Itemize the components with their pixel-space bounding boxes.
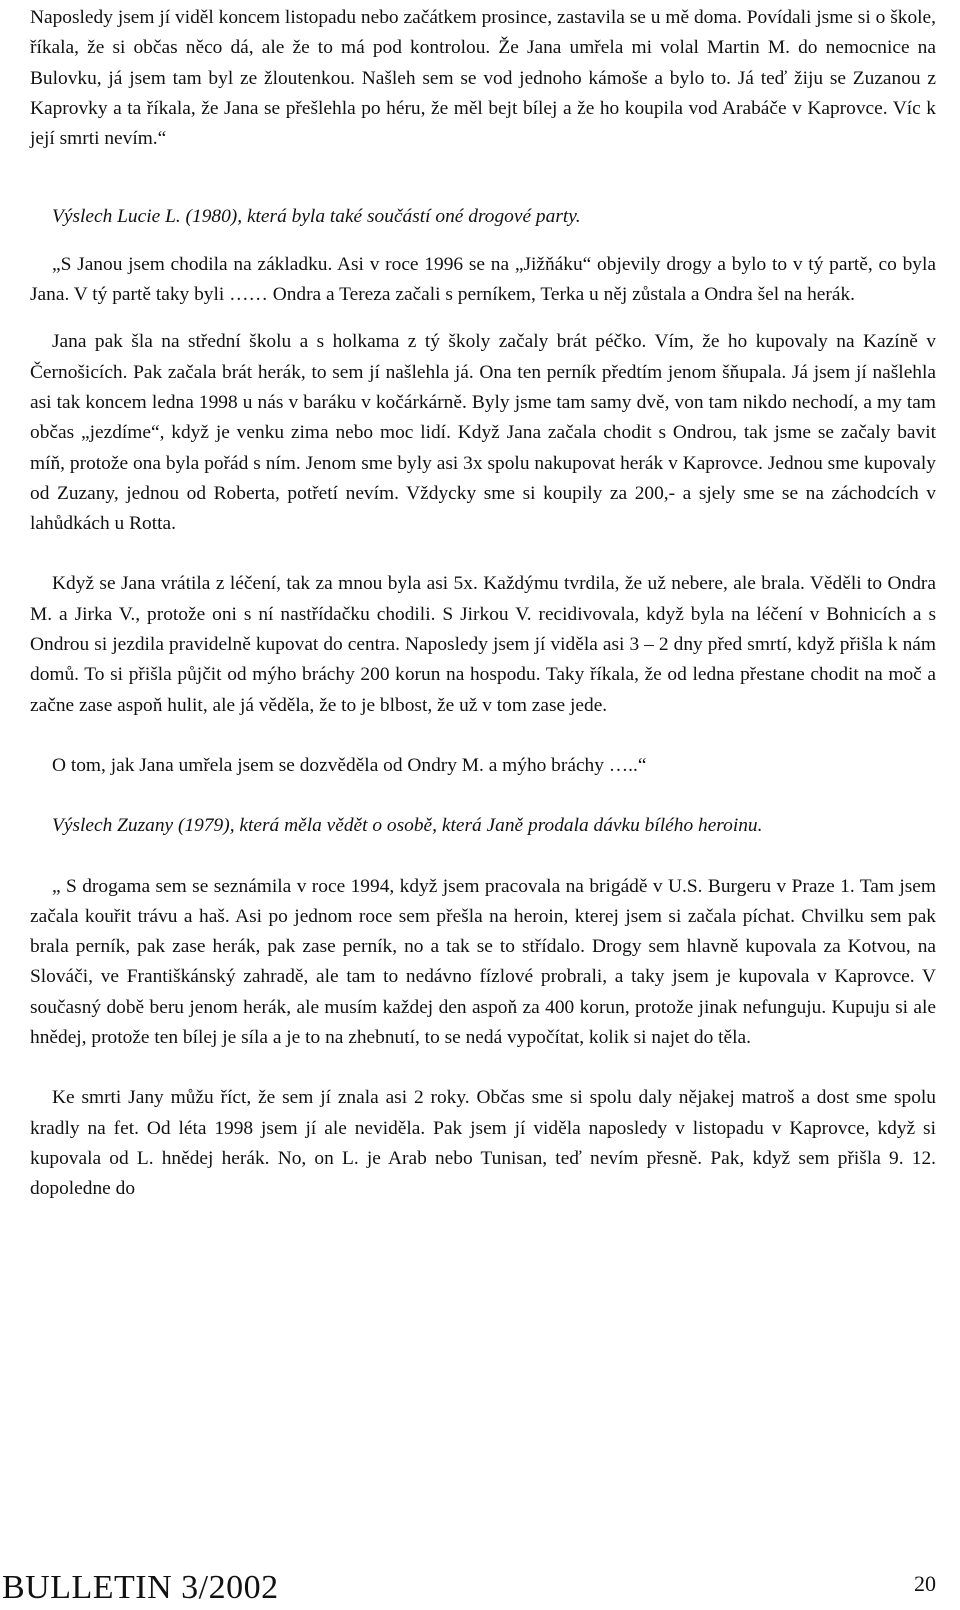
heading-interrogation-lucie: Výslech Lucie L. (1980), která byla také součástí oné drogové party. bbox=[52, 206, 581, 228]
paragraph-lucie-treatment: Když se Jana vrátila z léčení, tak za mnou byla asi 5x. Každýmu tvrdila, že už nebere, ale brala. Věděli to Ondra M. a Jirka V., protože oni s ní nastřídačku chodili. S Jirkou V. recidivovala, když byla na léčení v Bohnicích a s Ondrou si jezdila pravidelně kupovat do centra. Naposledy jsem jí viděla asi 3 – 2 dny před smrtí, když přišla k nám domů. To si přišla půjčit od mýho bráchy 200 korun na hospodu. Taky říkala, že od ledna přestane chodit na moč a začne zase aspoň hulit, ale já věděla, že to je blbost, že už v tom zase jede. bbox=[30, 573, 936, 716]
page-number: 20 bbox=[914, 1571, 936, 1596]
paragraph-zuzana-drugs: „ S drogama sem se seznámila v roce 1994, když jsem pracovala na brigádě v U.S. Burgeru v Praze 1. Tam jsem začala kouřit trávu a haš. Asi po jednom roce sem přešla na heroin, kterej jsem si začala píchat. Chvilku sem pak brala perník, pak zase herák, pak zase perník, no a tak se to střídalo. Drogy sem hlavně kupovala za Kotvou, na Slováči, ve Františkánský zahradě, ale tam to nedávno fízlové probrali, a taky jsem je kupovala v Kaprovce. V současný době beru jenom herák, ale musím každej den aspoň za 400 korun, protože jinak nefunguju. Kupuju si ale hnědej, protože ten bílej je síla a je to na zhebnutí, to se nedá vypočítat, kolik si najet do těla. bbox=[30, 875, 936, 1049]
paragraph-lucie-school: Jana pak šla na střední školu a s holkama z tý školy začaly brát péčko. Vím, že ho kupovaly na Kazíně v Černošicích. Pak začala brát herák, to sem jí našlehla já. Ona ten perník předtím jenom šňupala. Já jsem jí našlehla asi tak koncem ledna 1998 u nás v baráku v kočárkárně. Byly jsme tam samy dvě, von tam nikdo nechodí, a my tam občas „jezdíme“, když je venku zima nebo moc lidí. Když Jana začala chodit s Ondrou, tak jsme se začaly bavit míň, protože ona byla pořád s ním. Jenom sme byly asi 3x spolu nakupovat herák v Kaprovce. Jednou sme kupovaly od Zuzany, jednou od Roberta, potřetí nevím. Vždycky sme si koupily za 200,- a sjely sme se na záchodcích v lahůdkách u Rotta. bbox=[30, 331, 936, 535]
paragraph-zuzana-death: Ke smrti Jany můžu říct, že sem jí znala asi 2 roky. Občas sme si spolu daly nějakej matroš a dost sme spolu kradly na fet. Od léta 1998 jsem jí ale neviděla. Pak jsem jí viděla naposledy v listopadu v Kaprovce, když si kupovala od L. hnědej herák. No, on L. je Arab nebo Tunisan, teď nevím přesně. Pak, když sem přišla 9. 12. dopoledne do bbox=[30, 1087, 936, 1200]
document-body bbox=[30, 0, 936, 1205]
paragraph-testimony-ending: Naposledy jsem jí viděl koncem listopadu nebo začátkem prosince, zastavila se u mě doma. Povídali jsme si o škole, říkala, že si občas něco dá, ale že to má pod kontrolou. Že Jana umřela mi volal Martin M. do nemocnice na Bulovku, já jsem tam byl ze žloutenkou. Našleh sem se vod jednoho kámoše a bylo to. Já teď žiju se Zuzanou z Kaprovky a ta říkala, že Jana se přešlehla po héru, že měl bejt bílej a že ho koupila vod Arabáče v Kaprovce. Víc k její smrti nevím.“ bbox=[30, 7, 936, 150]
bulletin-footer: BULLETIN 3/2002 bbox=[2, 1569, 279, 1606]
heading-interrogation-zuzana: Výslech Zuzany (1979), která měla vědět o osobě, která Janě prodala dávku bílého heroinu. bbox=[52, 815, 763, 837]
paragraph-lucie-intro: „S Janou jsem chodila na základku. Asi v roce 1996 se na „Jižňáku“ objevily drogy a bylo to v tý partě, co byla Jana. V tý partě taky byli …… Ondra a Tereza začali s perníkem, Terka u něj zůstala a Ondra šel na herák. bbox=[30, 253, 936, 306]
paragraph-lucie-ending: O tom, jak Jana umřela jsem se dozvěděla od Ondry M. a mýho bráchy …..“ bbox=[52, 754, 647, 776]
